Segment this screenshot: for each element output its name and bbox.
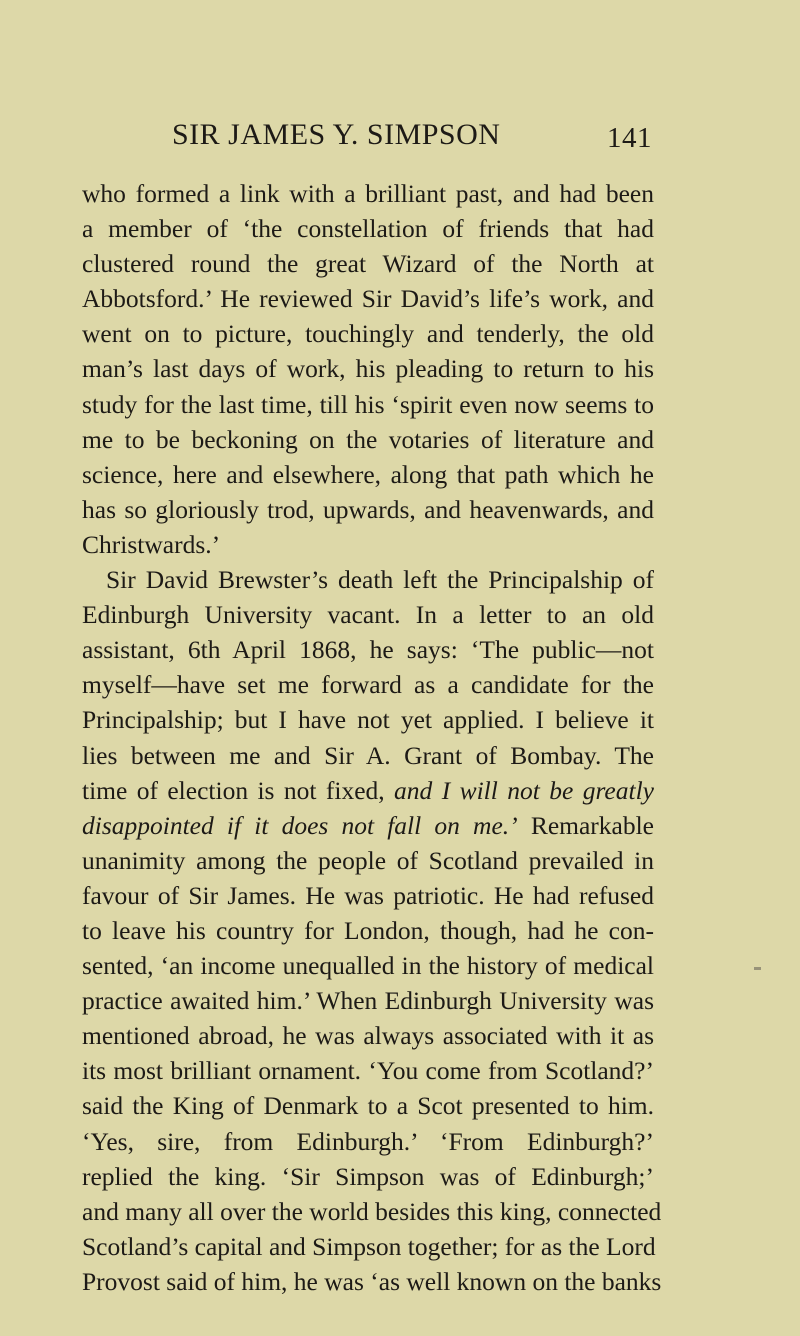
text-line: me to be beckoning on the votaries of literature and xyxy=(82,424,654,454)
text-line: a member of ‘the constellation of friends that had xyxy=(82,214,654,244)
running-head xyxy=(172,118,652,158)
text-line: Provost said of him, he was ‘as well known on the banks xyxy=(82,1266,662,1296)
text-line: ‘Yes, sire, from Edinburgh.’ ‘From Edinburgh?’ xyxy=(82,1126,654,1156)
text-line-with-italic xyxy=(82,808,654,843)
text-line: and many all over the world besides this king, connected xyxy=(82,1196,662,1226)
paragraph-start-line: Sir David Brewster’s death left the Principalship of xyxy=(106,565,654,595)
text-line: clustered round the great Wizard of the North at xyxy=(82,249,654,279)
text-line: study for the last time, till his ‘spirit even now seems to xyxy=(82,389,654,419)
text-line: sented, ‘an income unequalled in the history of medical xyxy=(82,951,654,981)
text-line: mentioned abroad, he was always associated with it as xyxy=(82,1021,654,1051)
text-line: its most brilliant ornament. ‘You come from Scotland?’ xyxy=(82,1056,654,1086)
text-segment: time of election is not fixed, xyxy=(82,775,385,805)
text-segment: Remarkable xyxy=(530,810,655,840)
text-line: favour of Sir James. He was patriotic. He had refused xyxy=(82,880,654,910)
text-line: has so gloriously trod, upwards, and heavenwards, and xyxy=(82,494,654,524)
text-line-with-italic xyxy=(82,773,654,808)
text-line: Edinburgh University vacant. In a letter to an old xyxy=(82,600,654,630)
text-line: to leave his country for London, though, had he con- xyxy=(82,915,654,945)
text-line: myself—have set me forward as a candidate for the xyxy=(82,670,654,700)
text-line: Scotland’s capital and Simpson together; for as the Lord xyxy=(82,1231,656,1261)
text-line: who formed a link with a brilliant past, and had been xyxy=(82,179,654,208)
text-line: replied the king. ‘Sir Simpson was of Edinburgh;’ xyxy=(82,1161,654,1191)
margin-mark xyxy=(754,967,761,970)
text-line: went on to picture, touchingly and tenderly, the old xyxy=(82,319,654,349)
page-number: 141 xyxy=(607,122,652,154)
text-line: Principalship; but I have not yet applied. I believe it xyxy=(82,705,654,735)
italic-quote: disappointed if it does not fall on me.’ xyxy=(82,810,518,840)
text-line: man’s last days of work, his pleading to return to his xyxy=(82,354,654,384)
paragraph-end-line: Christwards.’ xyxy=(82,529,221,559)
italic-quote: and I will not be greatly xyxy=(394,775,654,805)
text-line: unanimity among the people of Scotland prevailed in xyxy=(82,845,654,875)
running-title: SIR JAMES Y. SIMPSON xyxy=(172,118,501,151)
text-line: practice awaited him.’ When Edinburgh University was xyxy=(82,986,654,1016)
text-line: Abbotsford.’ He reviewed Sir David’s life’s work, and xyxy=(82,284,654,314)
text-line: lies between me and Sir A. Grant of Bombay. The xyxy=(82,740,654,770)
text-line: said the King of Denmark to a Scot presented to him. xyxy=(82,1091,654,1121)
body-text xyxy=(82,176,662,1299)
text-line: assistant, 6th April 1868, he says: ‘The public—not xyxy=(82,635,654,665)
text-line: science, here and elsewhere, along that path which he xyxy=(82,459,654,489)
